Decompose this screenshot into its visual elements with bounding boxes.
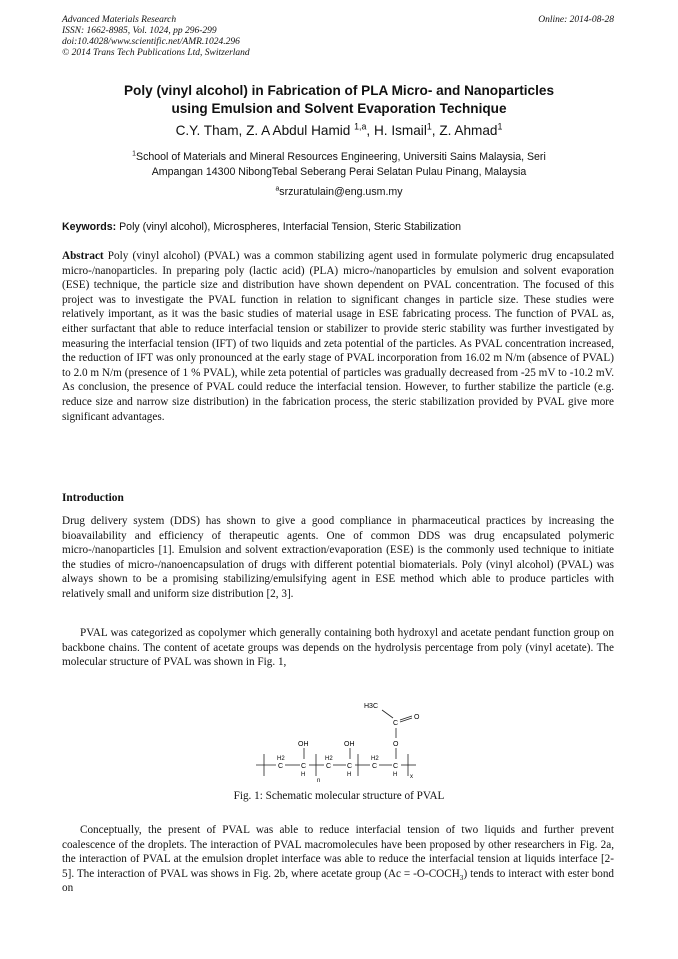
pval-structure-figure [250, 696, 440, 788]
label-oh-2: OH [344, 741, 355, 748]
label-h2-1: H2 [277, 756, 285, 762]
label-c-4: C [347, 763, 353, 770]
doi-line[interactable]: doi:10.4028/www.scientific.net/AMR.1024.296 [62, 37, 240, 47]
issn-line: ISSN: 1662-8985, Vol. 1024, pp 296-299 [62, 26, 217, 36]
paper-title [60, 82, 618, 118]
section-heading-introduction: Introduction [62, 492, 124, 504]
affiliation-text-1: School of Materials and Mineral Resources Engineering, Universiti Sains Malaysia, Seri [136, 151, 546, 163]
title-line-1: Poly (vinyl alcohol) in Fabrication of PLA Micro- and Nanoparticles [123, 83, 555, 98]
label-c-1: C [278, 763, 284, 770]
intro-paragraph-3 [62, 823, 614, 896]
intro-paragraph-3-text: Conceptually, the present of PVAL was able to reduce interfacial tension of two liquids and further prevent coalescence of the droplets. The interaction of PVAL macromolecules have been proposed by other researchers in Fig. 2a, the interaction of PVAL at the emulsion droplet interface was able to reduce the interfacial tension at liquids interface [2-5]. The interaction of PVAL was shows in Fig. 2b, where acetate group (Ac = -O-COCH [62, 824, 614, 880]
author-2-sup: 1 [426, 121, 432, 132]
label-h3c: H3C [364, 703, 379, 710]
bond-c-o-double-2 [400, 716, 412, 720]
abstract-text: Poly (vinyl alcohol) (PVAL) was a common stabilizing agent used in formulate polymeric drug encapsulated micro-/nanoparticles. In preparing poly (lactic acid) (PLA) micro-/nanoparticles by emulsion and solvent evaporation (ESE) technique, the particle size and distribution have shown dependent on PVAL concentration. The focused of this project was to investigate the PVAL function in relation to significant changes in particle size. These studies were relatively important, as it was the basic studies of material usage in ESE fabricating process. The function of PVAL as, either surfactant that able to reduce interfacial tension or stabilizer to provide steric stability was further investigated by measuring the interfacial tension (IFT) of two liquids and zeta potential of the particles. As PVAL concentration increased, the reduction of IFT was only pronounced at the early stage of PVAL incorporation from 16.02 m N/m (absence of PVAL) to 2.0 m N/m (presence of 1 % PVAL), while zeta potential of particles was gradually decreased from -25 mV to -10.2 mV. As conclusion, the presence of PVAL could reduce the interfacial tension. However, to further stabilize the particle (e.g. reduce size and narrow size distribution) in the fabrication process, the steric stabilization provided by PVAL give more significant advantages. [62, 250, 614, 423]
label-subscript-x: x [410, 774, 413, 780]
author-1-sup: 1,a [354, 121, 367, 132]
label-c-5: C [372, 763, 378, 770]
copyright-line: © 2014 Trans Tech Publications Ltd, Switzerland [62, 48, 250, 58]
email-sup: a [275, 185, 280, 193]
intro-paragraph-1: Drug delivery system (DDS) has shown to give a good compliance in pharmaceutical practices by increasing the bioavailability and efficiency of therapeutic agents. One of common DDS was drug encapsulated polymeric micro-/nanoparticles [1]. Emulsion and solvent extraction/evaporation (ESE) is the commonly used technique to initiate the studies of micro-/nanoencapsulation of drugs with different potential biomaterials. Poly (vinyl alcohol) (PVAL) was always shown to be a promising stabilizing/emulsifying agent in ESE method which able to produce particles with relatively small and uniform size distribution [2, 3]. [62, 515, 614, 600]
abstract-label: Abstract [62, 250, 104, 262]
label-ester-o: O [393, 741, 399, 748]
author-3: , Z. Ahmad [431, 123, 498, 138]
label-c-2: C [301, 763, 307, 770]
affiliation-line-2: Ampangan 14300 NibongTebal Seberang Perai Selatan Pulau Pinang, Malaysia [151, 166, 527, 178]
label-h2-2: H2 [325, 756, 333, 762]
author-3-sup: 1 [497, 121, 503, 132]
label-carbonyl-o: O [414, 714, 420, 721]
figure-caption: Fig. 1: Schematic molecular structure of PVAL [233, 790, 445, 802]
author-2: , H. Ismail [366, 123, 427, 138]
label-h2-3: H2 [371, 756, 379, 762]
author-list [60, 123, 618, 138]
label-carbonyl-c: C [393, 720, 399, 727]
intro-paragraph-3-end: ) tends to interact with ester bond on [62, 867, 615, 895]
label-h-2: H [347, 772, 352, 778]
email-address[interactable]: srzuratulain@eng.usm.my [279, 186, 403, 198]
journal-name: Advanced Materials Research [62, 15, 177, 25]
email [60, 186, 618, 198]
label-c-3: C [326, 763, 332, 770]
keywords-text: Poly (vinyl alcohol), Microspheres, Interfacial Tension, Steric Stabilization [116, 221, 462, 233]
keywords [62, 221, 618, 233]
intro-paragraph-2: PVAL was categorized as copolymer which generally containing both hydroxyl and acetate pendant function group on backbone chains. The content of acetate groups was depends on the hydrolysis percentage from poly (vinyl acetate). The molecular structure of PVAL was shown in Fig. 1, [62, 627, 614, 669]
label-h-3: H [393, 772, 398, 778]
affiliation [60, 150, 618, 180]
label-h-1: H [301, 772, 306, 778]
label-subscript-n: n [317, 778, 321, 784]
abstract [62, 249, 614, 424]
keywords-label: Keywords: [62, 221, 117, 233]
journal-header [62, 15, 250, 59]
title-line-2: using Emulsion and Solvent Evaporation Technique [171, 101, 507, 116]
pval-structure-diagram [250, 696, 440, 788]
affiliation-line-1 [60, 150, 618, 165]
author-1: C.Y. Tham, Z. A Abdul Hamid [175, 123, 355, 138]
label-oh-1: OH [298, 741, 309, 748]
label-c-6: C [393, 763, 399, 770]
bond-c-o-double [400, 718, 412, 722]
affiliation-sup: 1 [132, 150, 136, 158]
online-date: Online: 2014-08-28 [538, 15, 614, 25]
intro-paragraph-3-sub: 3 [459, 874, 464, 883]
bond-ch3-c [382, 710, 393, 718]
